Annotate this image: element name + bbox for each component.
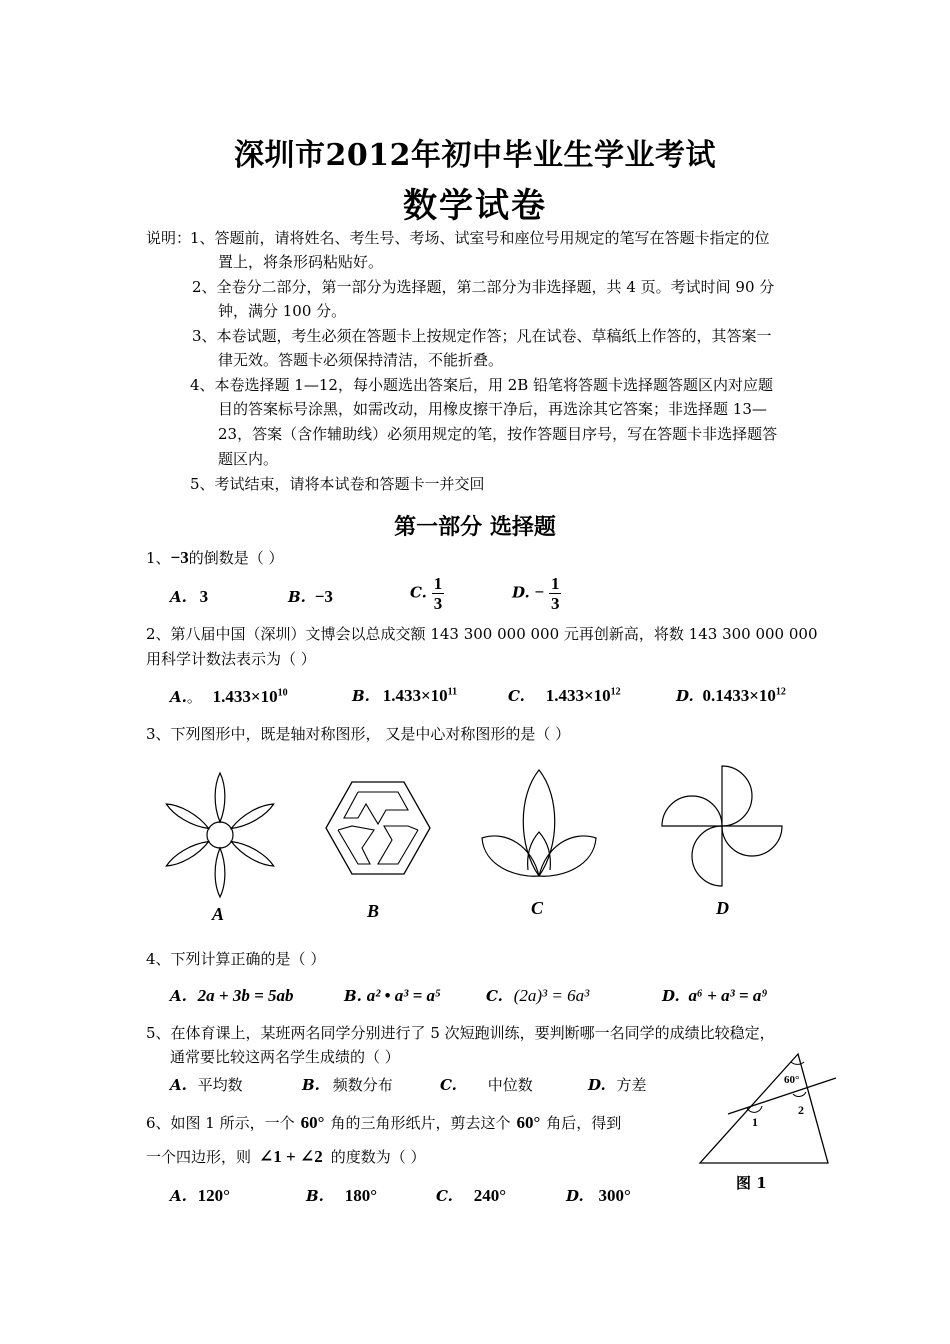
option-label: A. [170,987,187,1005]
figure-b-hexagon [322,778,434,880]
q2-option-c [508,686,621,706]
question-5-line1: 5、在体育课上，某班两名同学分别进行了 5 次短跑训练，要判断哪一名同学的成绩比较稳定， [146,1024,775,1042]
option-value: 180° [344,1186,377,1205]
option-value: 120° [197,1186,230,1205]
instruction-2-line1: 2、全卷分二部分，第一部分为选择题，第二部分为非选择题，共 4 页。考试时间 90 分 [192,278,775,296]
q5-option-b [302,1074,393,1095]
question-6-line1: 6、如图 1 所示，一个 60° 角的三角形纸片，剪去这个 60° 角后，得到 [146,1113,622,1132]
question-1 [146,548,284,568]
exam-title: 深圳市2012年初中毕业生学业考试 [234,138,716,173]
option-value: −3 [314,587,333,606]
q6-option-a [170,1186,230,1206]
q6-option-b [306,1186,377,1206]
option-text: 中位数 [487,1076,533,1094]
option-label: D. [566,1187,584,1205]
instruction-3-line2: 律无效。答题卡必须保持清洁，不能折叠。 [218,351,504,369]
q2-option-a [170,686,288,707]
option-label: A. [170,688,187,706]
q5-option-c [440,1074,533,1095]
q2-option-d [676,686,786,706]
option-value: $0.1433\times 10^{12}$ [702,686,786,705]
question-3: 3、下列图形中，既是轴对称图形， 又是中心对称图形的是（ ） [146,725,571,743]
exam-subtitle: 数学试卷 [403,186,547,226]
q6-option-c [436,1186,506,1206]
instruction-4-line4: 题区内。 [218,450,279,468]
option-label: B. [344,987,362,1005]
q1-option-d [512,574,561,613]
instruction-2-line2: 钟，满分 100 分。 [218,302,347,320]
option-label: D. [662,987,680,1005]
question-4: 4、下列计算正确的是（ ） [146,950,326,968]
question-1-expr: −3 [170,548,189,567]
instruction-4-line1: 4、本卷选择题 1—12，每小题选出答案后，用 2B 铅笔将答题卡选择题答题区内对应题 [190,376,774,394]
q5-option-a [170,1074,243,1095]
question-2-line1: 2、第八届中国（深圳）文博会以总成交额 143 300 000 000 元再创新高，将数 143 300 000 000 [146,625,818,643]
q5-option-d [588,1074,647,1095]
figure-a-label: A [212,904,225,924]
instructions-label: 说明： [146,229,192,247]
instruction-4-line2: 目的答案标号涂黑，如需改动，用橡皮擦干净后，再选涂其它答案；非选择题 13— [218,400,767,418]
figure-b-label: B [367,901,380,921]
q4-option-b [344,986,441,1006]
q4-option-a [170,986,294,1006]
option-value: 3 [199,587,209,606]
option-label: A. [170,1187,187,1205]
option-label: B. [306,1187,324,1205]
figure-1-triangle [690,1048,840,1168]
figure-d-pinwheel [656,764,788,888]
figure-c-lotus [476,766,602,882]
option-value: $1.433\times 10^{10}$ [212,687,288,706]
option-label: B. [302,1076,320,1094]
option-value: $1.433\times 10^{11}$ [382,686,458,705]
figure-1-caption: 图 1 [736,1174,767,1192]
question-2-line2: 用科学计数法表示为（ ） [146,650,316,668]
q1-option-b [288,587,333,607]
figure-1-angle-label: 60° [784,1074,800,1086]
option-value: 300° [598,1186,631,1205]
figure-1-label-2: 2 [798,1103,804,1117]
option-label: B. [288,588,306,606]
option-text: 方差 [616,1076,647,1094]
q6-option-d [566,1186,631,1206]
figure-1-label-1: 1 [752,1115,758,1129]
option-label: A. [170,588,187,606]
option-label: C. [440,1076,457,1094]
question-1-text: 的倒数是（ ） [188,549,284,567]
instruction-3-line1: 3、本卷试题，考生必须在答题卡上按规定作答；凡在试卷、草稿纸上作答的，其答案一 [192,327,772,345]
q4-option-c [486,986,589,1006]
option-extra: 。 [186,688,202,706]
figure-c-label: C [531,898,544,918]
instruction-4-line3: 23，答案（含作辅助线）必须用规定的笔，按作答题目序号，写在答题卡非选择题答 [218,425,778,443]
option-label: C. [508,687,525,705]
question-1-number: 1、 [146,549,171,567]
fraction: $\frac{1}{3}$ [550,574,560,613]
option-expr: 2a + 3b = 5ab [197,986,294,1005]
question-6-line2: 一个四边形，则 ∠1 + ∠2 的度数为（ ） [146,1147,426,1166]
option-label: D. [676,687,694,705]
section-title: 第一部分 选择题 [394,514,556,540]
q2-option-b [352,686,457,706]
option-label: D. [588,1076,606,1094]
instruction-1-line2: 置上，将条形码粘贴好。 [218,253,384,271]
option-text: 频数分布 [332,1076,393,1094]
option-label: C. [410,583,427,602]
option-label: A. [170,1076,187,1094]
option-label: C. [436,1187,453,1205]
option-label: B. [352,687,370,705]
option-expr: (2a)³ = 6a³ [513,986,590,1005]
option-value: $1.433\times 10^{12}$ [545,686,621,705]
instruction-5: 5、考试结束，请将本试卷和答题卡一并交回 [190,475,485,493]
minus-sign: − [534,582,545,602]
instruction-1-line1: 1、答题前，请将姓名、考生号、考场、试室号和座位号用规定的笔写在答题卡指定的位 [190,229,770,247]
option-expr: a⁶ + a³ = a⁹ [688,986,768,1005]
fraction: $\frac{1}{3}$ [433,574,443,613]
option-value: 240° [473,1186,506,1205]
q4-option-d [662,986,767,1006]
option-expr: a² • a³ = a⁵ [366,986,441,1005]
option-text: 平均数 [197,1076,243,1094]
option-label: D. [512,583,530,602]
figure-d-label: D [716,898,729,918]
question-5-line2: 通常要比较这两名学生成绩的（ ） [170,1048,400,1066]
q1-option-c [410,574,444,613]
option-label: C. [486,987,503,1005]
q1-option-a [170,587,208,607]
figure-a-flower [160,770,280,910]
